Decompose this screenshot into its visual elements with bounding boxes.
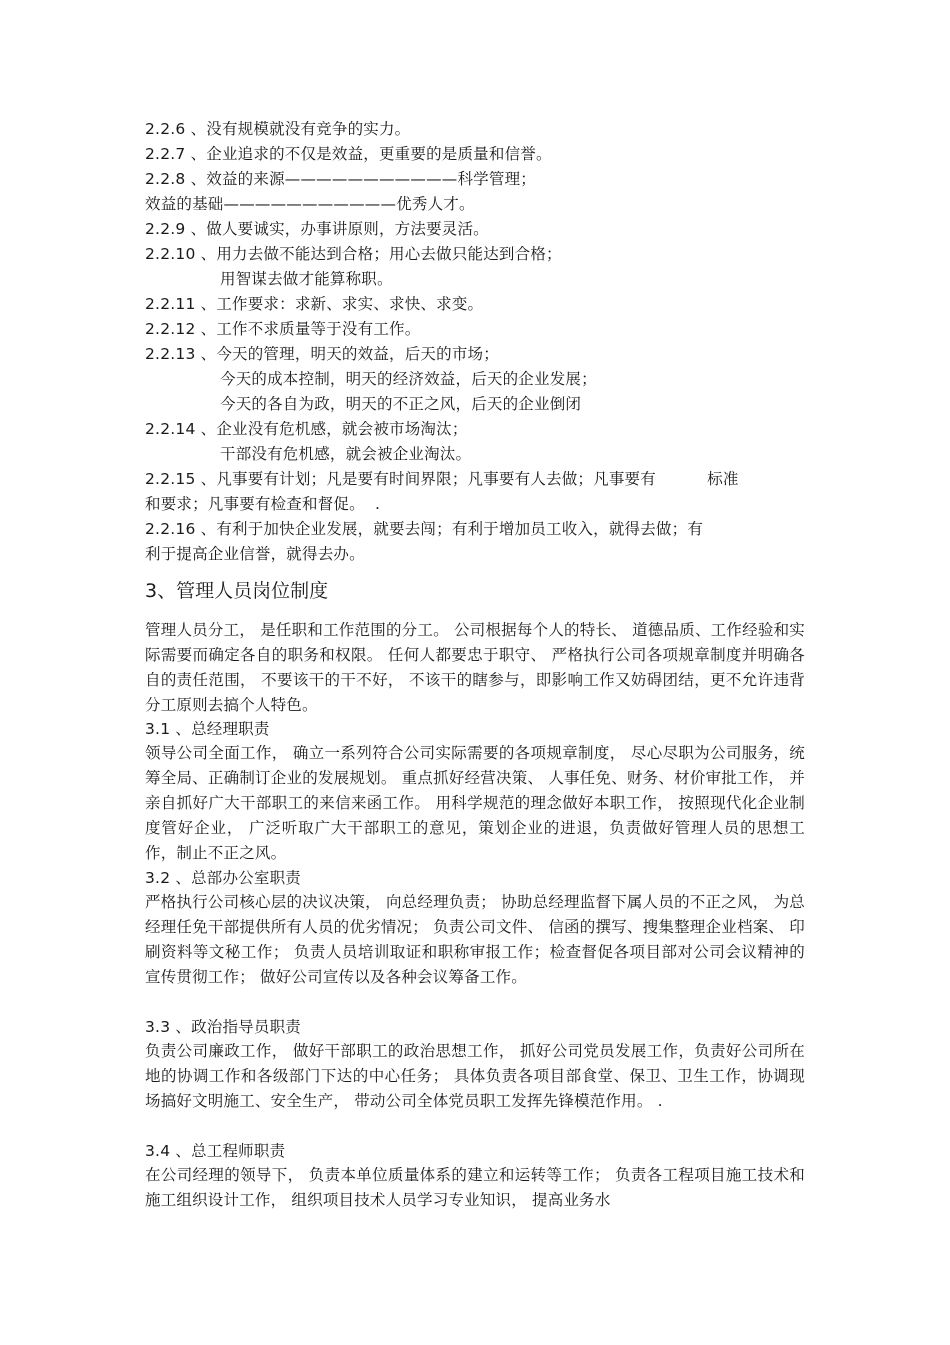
item-2-2-9: 2.2.9 、做人要诚实，办事讲原则，方法要灵活。 [145,220,489,238]
section-3-4-title: 3.4 、总工程师职责 [145,1142,286,1160]
item-2-2-10: 2.2.10 、用力去做不能达到合格；用心去做只能达到合格； [145,245,562,263]
item-2-2-15: 2.2.15 、凡事要有计划；凡是要有时间界限；凡事要有人去做；凡事要有 标准 [145,470,739,488]
section-3-1-title: 3.1 、总经理职责 [145,720,270,738]
section-3-3-title: 3.3 、政治指导员职责 [145,1018,301,1036]
section-3-4-body: 在公司经理的领导下， 负责本单位质量体系的建立和运转等工作； 负责各工程项目施工技术和施工组织设计工作， 组织项目技术人员学习专业知识， 提高业务水 [145,1166,805,1209]
item-2-2-10-cont: 用智谋去做才能算称职。 [220,270,393,288]
item-2-2-8: 2.2.8 、效益的来源———————————科学管理； [145,170,536,188]
item-2-2-13: 2.2.13 、今天的管理，明天的效益，后天的市场； [145,345,499,363]
item-2-2-6: 2.2.6 、没有规模就没有竞争的实力。 [145,120,411,138]
item-2-2-13-cont-1: 今天的成本控制，明天的经济效益，后天的企业发展； [220,370,597,388]
section-3-1-body: 领导公司全面工作， 确立一系列符合公司实际需要的各项规章制度， 尽心尽职为公司服务，统筹全局、正确制订企业的发展规划。 重点抓好经营决策、 人事任免、财务、材价审批工作， 并亲自抓好广大干部职工的来信来函工作。 用科学规范的理念做好本职工作， 按照现代化企业制度管好企业， 广泛听取广大干部职工的意见，策划企业的进退，负责做好管理人员的思想工作，制止不正之风。 [145,744,805,862]
item-2-2-12: 2.2.12 、工作不求质量等于没有工作。 [145,320,421,338]
section-3-heading: 3、管理人员岗位制度 [145,580,329,602]
item-2-2-11: 2.2.11 、工作要求：求新、求实、求快、求变。 [145,295,484,313]
item-2-2-16: 2.2.16 、有利于加快企业发展，就要去闯；有利于增加员工收入，就得去做；有 [145,520,704,538]
item-2-2-13-cont-2: 今天的各自为政，明天的不正之风，后天的企业倒闭 [220,395,582,413]
item-2-2-8-cont: 效益的基础———————————优秀人才。 [145,195,475,213]
section-3-2-body: 严格执行公司核心层的决议决策， 向总经理负责； 协助总经理监督下属人员的不正之风， 为总经理任免干部提供所有人员的优劣情况； 负责公司文件、 信函的撰写、搜集整理企业档案、 印刷资料等文秘工作； 负责人员培训取证和职称审报工作；检查督促各项目部对公司会议精神的宣传贯彻工作； 做好公司宣传以及各种会议筹备工作。 [145,893,805,986]
item-2-2-14: 2.2.14 、企业没有危机感，就会被市场淘汰； [145,420,468,438]
item-2-2-16-cont: 利于提高企业信誉，就得去办。 [145,545,365,563]
item-2-2-15-cont: 和要求；凡事要有检查和督促。 . [145,495,381,513]
section-3-3-body: 负责公司廉政工作， 做好干部职工的政治思想工作， 抓好公司党员发展工作，负责好公司所在地的协调工作和各级部门下达的中心任务； 具体负责各项目部食堂、保卫、卫生工作，协调现场搞好文明施工、安全生产， 带动公司全体党员职工发挥先锋模范作用。 . [145,1042,805,1110]
item-2-2-7: 2.2.7 、企业追求的不仅是效益，更重要的是质量和信誉。 [145,145,552,163]
section-3-intro: 管理人员分工， 是任职和工作范围的分工。 公司根据每个人的特长、 道德品质、工作经验和实际需要而确定各自的职务和权限。 任何人都要忠于职守、 严格执行公司各项规章制度并明确各自的责任范围， 不要该干的干不好， 不该干的瞎参与，即影响工作又妨碍团结，更不允许违背分工原则去搞个人特色。 [145,621,805,714]
section-3-2-title: 3.2 、总部办公室职责 [145,869,301,887]
item-2-2-14-cont: 干部没有危机感，就会被企业淘汰。 [220,445,472,463]
